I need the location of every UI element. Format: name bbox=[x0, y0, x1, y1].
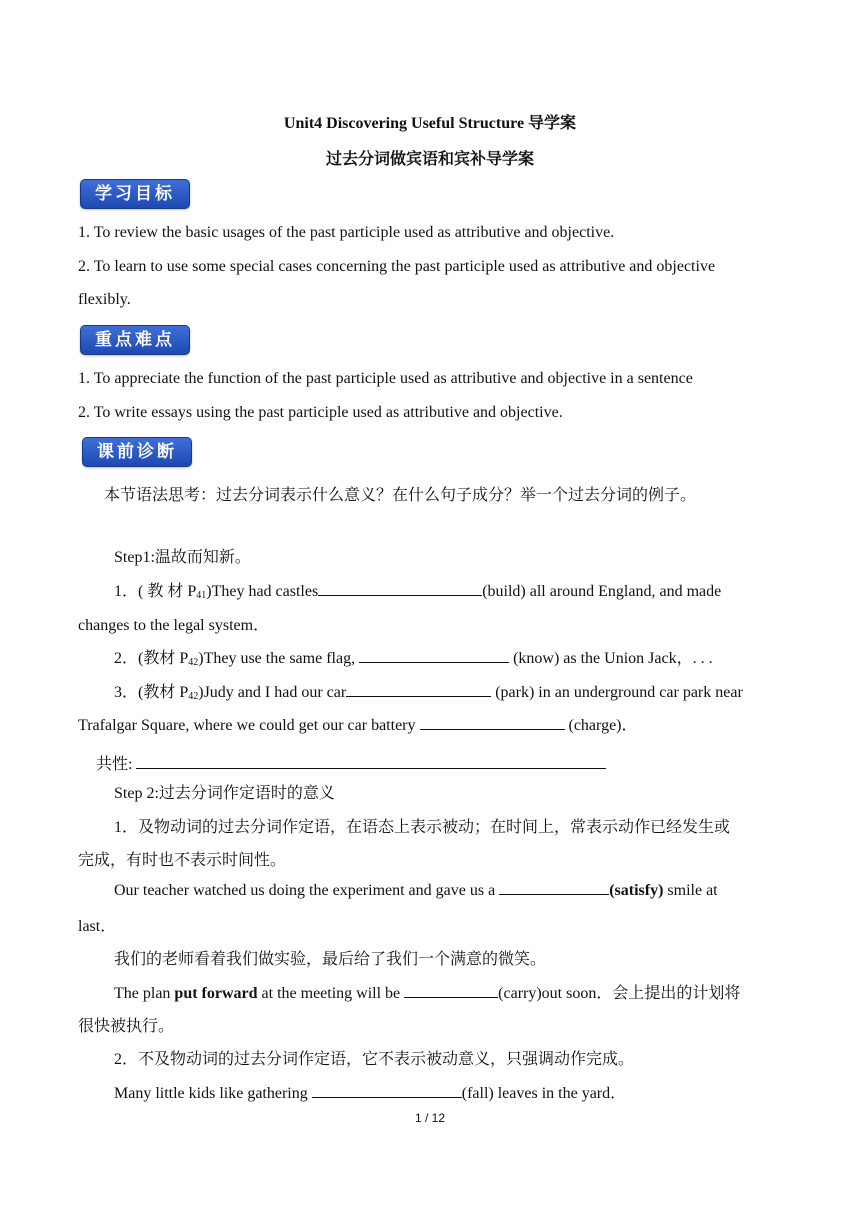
rule-1-cont: 完成，有时也不表示时间性。 bbox=[78, 852, 287, 869]
key-point-2: 2. To write essays using the past participle used as attributive and objective. bbox=[78, 404, 563, 421]
objective-2: 2. To learn to use some special cases concerning the past participle used as attributive and objective bbox=[78, 258, 716, 275]
answer-blank[interactable] bbox=[359, 648, 509, 663]
answer-blank[interactable] bbox=[312, 1083, 462, 1098]
key-points-badge: 重点难点 bbox=[80, 325, 190, 355]
page-number: 1 / 12 bbox=[414, 1111, 446, 1125]
question-2: 2．(教材 $P_{42})They$ use the same flag, (know) as the Union Jack，. . . bbox=[114, 650, 713, 668]
example-3: Many little kids like gathering (fall) leaves in the yard． bbox=[114, 1085, 627, 1102]
rule-2: 2．不及物动词的过去分词作定语，它不表示被动意义，只强调动作完成。 bbox=[114, 1051, 635, 1068]
example-1-cont: last． bbox=[78, 918, 117, 935]
answer-blank[interactable] bbox=[404, 983, 498, 998]
answer-blank[interactable] bbox=[420, 715, 565, 730]
question-3: 3．(教材 $P_{42})Judy$ and I had our car (park) in an underground car park near bbox=[114, 684, 743, 702]
objective-1: 1. To review the basic usages of the past participle used as attributive and objective. bbox=[78, 224, 615, 241]
answer-blank[interactable] bbox=[346, 682, 491, 697]
question-1-cont: changes to the legal system． bbox=[78, 617, 270, 634]
common-feature: 共性: bbox=[96, 751, 606, 774]
diagnosis-badge: 课前诊断 bbox=[82, 437, 192, 467]
example-1-translation: 我们的老师看着我们做实验，最后给了我们一个满意的微笑。 bbox=[114, 951, 547, 968]
page-subtitle: 过去分词做宾语和宾补导学案 bbox=[325, 151, 534, 168]
answer-blank[interactable] bbox=[318, 581, 482, 596]
example-2-cont: 很快被执行。 bbox=[78, 1018, 175, 1035]
grammar-question: 本节语法思考：过去分词表示什么意义？在什么句子成分？举一个过去分词的例子。 bbox=[104, 487, 697, 504]
question-3-cont: Trafalgar Square, where we could get our car battery (charge)． bbox=[78, 717, 638, 734]
rule-1: 1．及物动词的过去分词作定语，在语态上表示被动；在时间上，常表示动作已经发生或 bbox=[114, 819, 731, 836]
question-1: 1．( 教 材 $P_{41})They$ had castles (build) all around England, and made bbox=[114, 583, 722, 601]
page-title: Unit4 Discovering Useful Structure 导学案 bbox=[283, 115, 577, 132]
example-1: Our teacher watched us doing the experiment and gave us a (satisfy) smile at bbox=[114, 882, 718, 899]
step1-heading: Step1:温故而知新。 bbox=[114, 549, 251, 566]
answer-blank[interactable] bbox=[136, 754, 606, 769]
objectives-badge: 学习目标 bbox=[80, 179, 190, 209]
example-2: The plan put forward at the meeting will be (carry)out soon．会上提出的计划将 bbox=[114, 985, 741, 1002]
key-point-1: 1. To appreciate the function of the past participle used as attributive and objective in a sentence bbox=[78, 370, 693, 387]
objective-2-cont: flexibly. bbox=[78, 291, 131, 308]
answer-blank[interactable] bbox=[499, 880, 609, 895]
step2-heading: Step 2:过去分词作定语时的意义 bbox=[114, 785, 335, 802]
